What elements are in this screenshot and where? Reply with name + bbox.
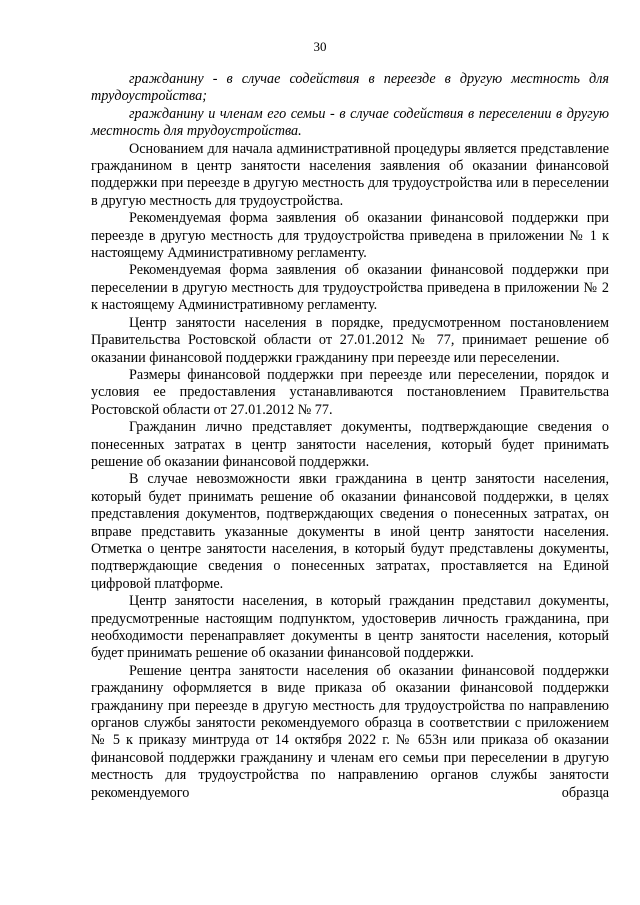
paragraph-support-amounts: Размеры финансовой поддержки при переезде или переселении, порядок и условия ее предоставления устанавливаются постановлением Правительства Ростовской области от 27.01.2012 № 77. (91, 366, 609, 418)
paragraph-grounds: Основанием для начала административной процедуры является представление гражданином в центр занятости населения заявления об оказании финансовой поддержки при переезде в другую местность для трудоустройства или в переселении в другую местность для трудоустройства. (91, 140, 609, 209)
paragraph-other-center: В случае невозможности явки гражданина в центр занятости населения, который будет принимать решение об оказании финансовой поддержки, в целях представления документов, подтверждающих сведения о понесенных затратах, он вправе представить указанные документы в иной центр занятости населения. Отметка о центре занятости населения, в который будут представлены документы, подтверждающие сведения о понесенных затратах, проставляется на Единой цифровой платформе. (91, 471, 609, 592)
document-body (91, 71, 609, 802)
paragraph-relocation-citizen: гражданину - в случае содействия в переезде в другую местность для трудоустройства; (91, 71, 609, 105)
paragraph-resettlement-family: гражданину и членам его семьи - в случае содействия в переселении в другую местность для трудоустройства. (91, 105, 609, 140)
paragraph-form-appendix-2: Рекомендуемая форма заявления об оказании финансовой поддержки при переселении в другую местность для трудоустройства приведена в приложении № 2 к настоящему Административному регламенту. (91, 262, 609, 314)
paragraph-decision: Центр занятости населения в порядке, предусмотренном постановлением Правительства Ростовской области от 27.01.2012 № 77, принимает решение об оказании финансовой поддержки гражданину при переезде или переселении. (91, 314, 609, 366)
paragraph-documents: Гражданин лично представляет документы, подтверждающие сведения о понесенных затратах в центр занятости населения, который будет принимать решение об оказании финансовой поддержки. (91, 419, 609, 470)
page-number: 30 (313, 39, 327, 54)
paragraph-forwarding: Центр занятости населения, в который гражданин представил документы, предусмотренные настоящим подпунктом, удостоверив личность гражданина, при необходимости перенаправляет документы в центр занятости населения, который будет принимать решение об оказании финансовой поддержки. (91, 593, 609, 662)
paragraph-order: Решение центра занятости населения об оказании финансовой поддержки гражданину оформляется в виде приказа об оказании финансовой поддержки гражданину при переезде в другую местность для трудоустройства по направлению органов службы занятости рекомендуемого образца в соответствии с приложением № 5 к приказу минтруда от 14 октября 2022 г. № 653н или приказа об оказании финансовой поддержки гражданину и членам его семьи при переселении в другую местность для трудоустройства по направлению органов службы занятости рекомендуемого образца (91, 662, 609, 801)
paragraph-form-appendix-1: Рекомендуемая форма заявления об оказании финансовой поддержки при переезде в другую местность для трудоустройства приведена в приложении № 1 к настоящему Административному регламенту. (91, 210, 609, 262)
